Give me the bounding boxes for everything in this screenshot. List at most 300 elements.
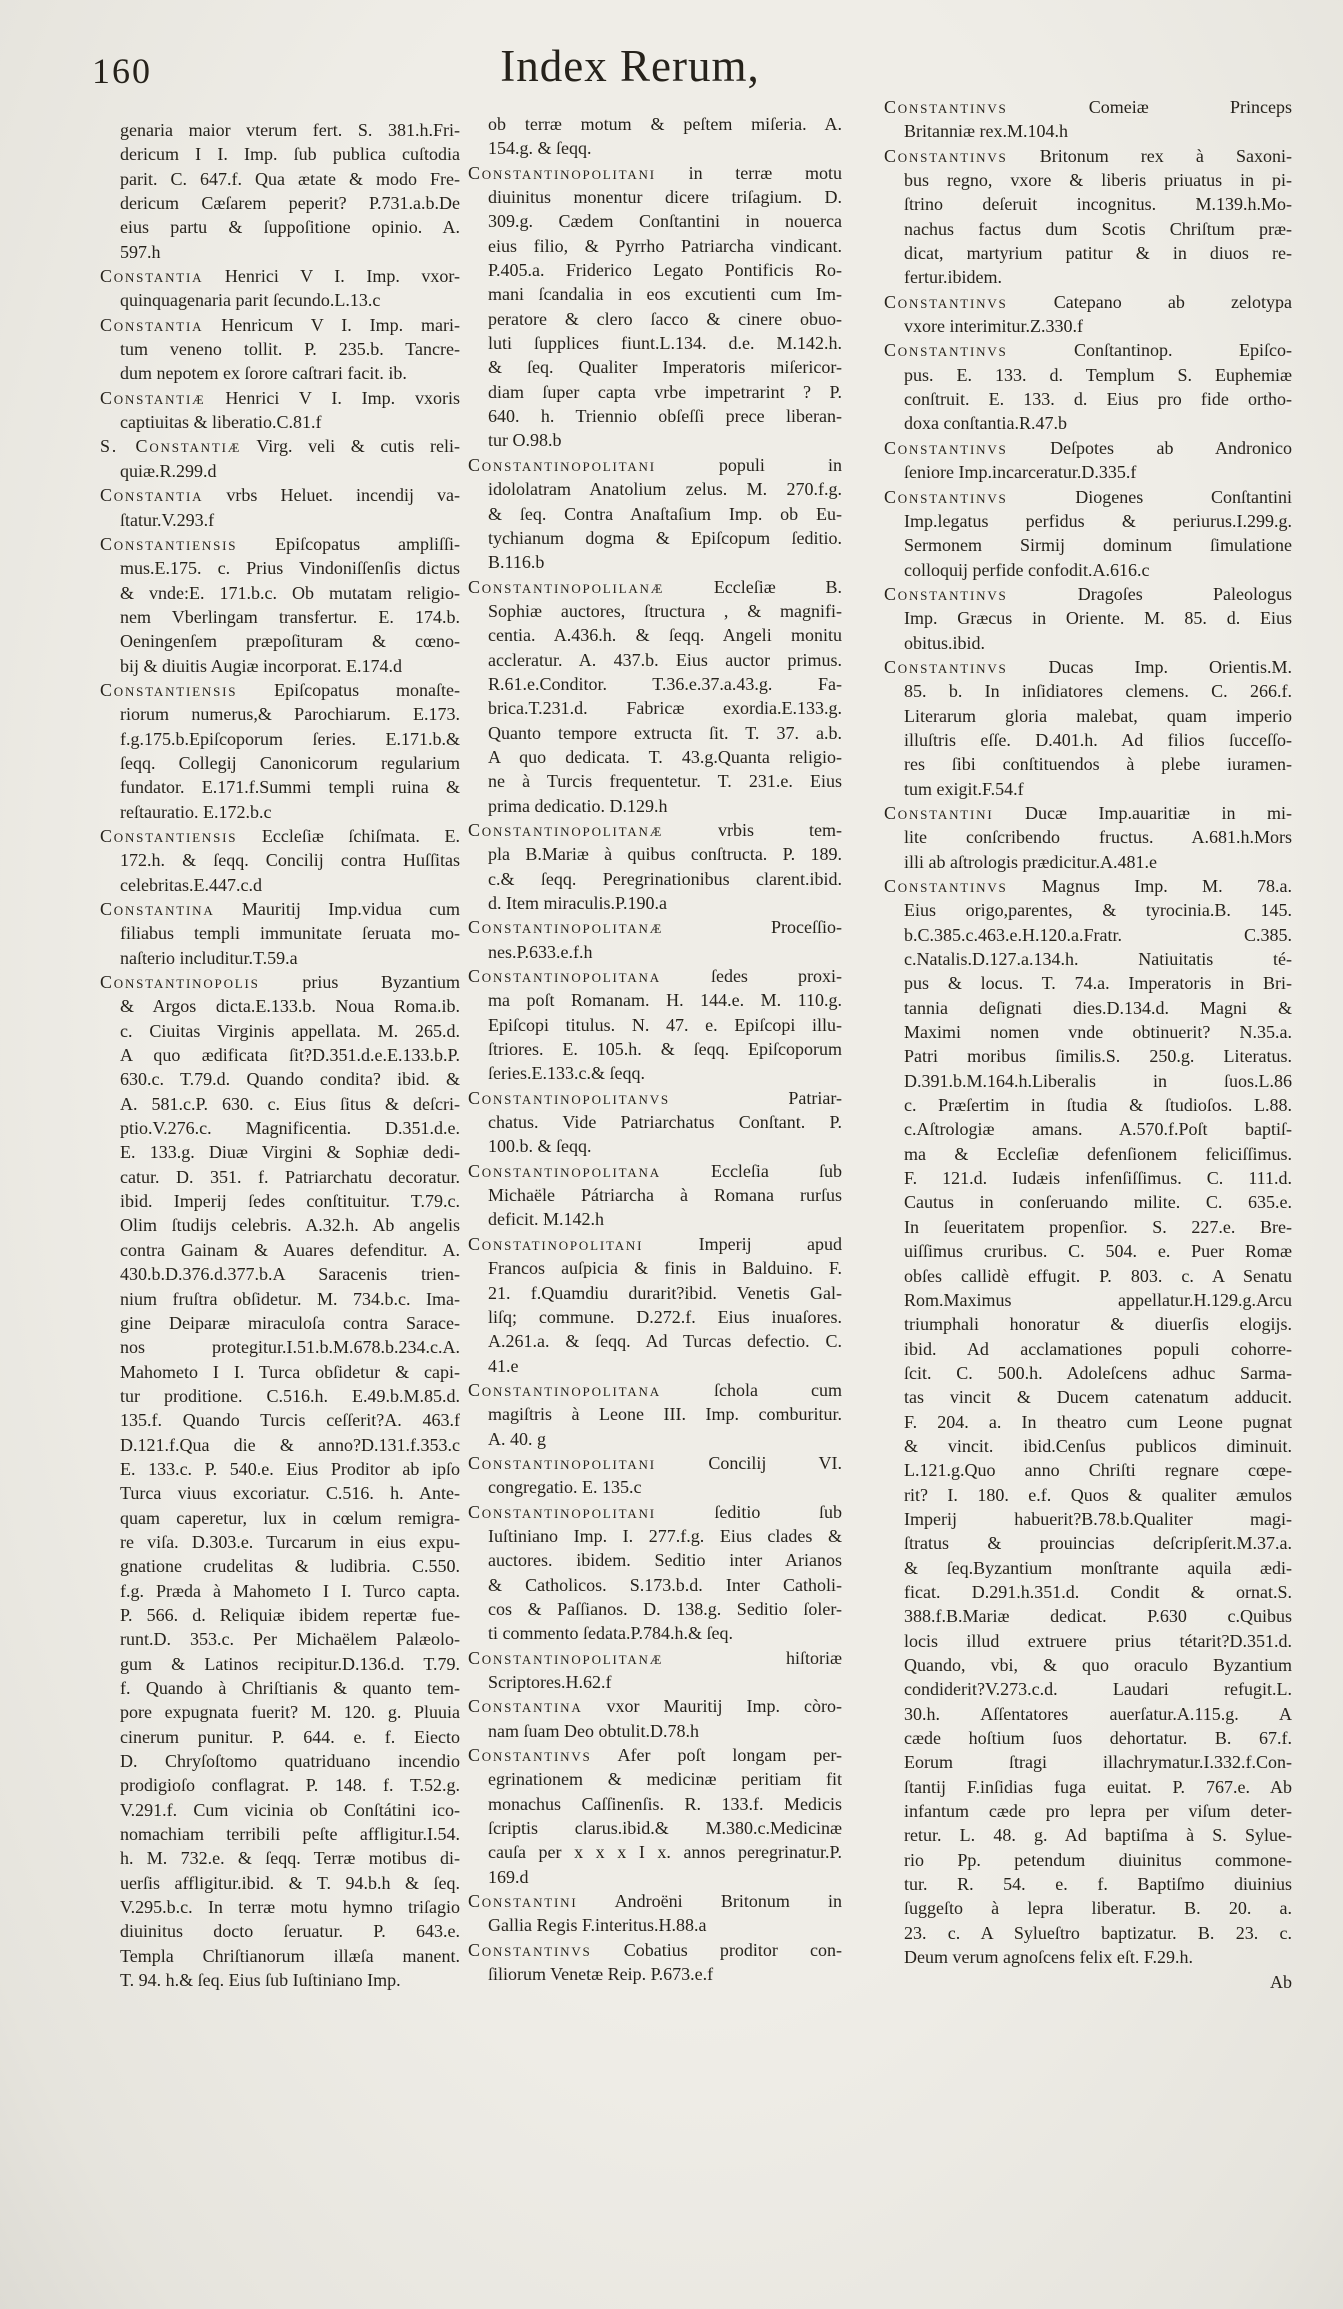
index-line: [884, 996, 1292, 1020]
index-line: [468, 988, 842, 1012]
index-line-text: [904, 1192, 1292, 1212]
index-line-text: [488, 1867, 529, 1887]
index-line-text: [488, 479, 842, 499]
index-line-text: [468, 1161, 842, 1181]
entry-headword: Constantini: [468, 1891, 578, 1912]
index-line: [100, 1530, 460, 1554]
entry-text: Gallia Regis F.interitus.H.88.a: [488, 1915, 707, 1936]
index-line-text: [488, 844, 842, 864]
index-line-text: [468, 455, 842, 475]
index-line-text: [488, 1794, 842, 1814]
index-line: [100, 775, 460, 799]
index-line: [468, 1646, 842, 1670]
index-line-text: [904, 1606, 1292, 1626]
entry-text: 597.h: [120, 241, 161, 262]
index-line: [100, 118, 460, 142]
entry-text: prima dedicatio. D.129.h: [488, 795, 668, 816]
index-line: [100, 1189, 460, 1213]
entry-text: idololatram Anatolium zelus. M. 270.f.g.: [488, 479, 842, 500]
index-line: [468, 112, 842, 136]
index-line-text: [468, 1745, 842, 1765]
index-line-text: [904, 560, 1149, 580]
index-line-text: [120, 1142, 460, 1162]
entry-text: D. Chryſoſtomo quatriduano incendio: [120, 1751, 460, 1772]
index-line-text: [904, 681, 1292, 701]
index-line-text: [488, 406, 842, 426]
entry-text: Michaële Pátriarcha à Romana rurſus: [488, 1185, 842, 1206]
entry-text: c.& ſeqq. Peregrinationibus clarent.ibid.: [488, 868, 842, 889]
index-line: [468, 234, 842, 258]
entry-text: ibid. Imperij ſedes conſtituitur. T.79.c.: [120, 1191, 460, 1212]
index-line-text: [488, 1964, 713, 1984]
entry-text: res ſibi conſtituendos à plebe iuramen-: [904, 754, 1292, 775]
index-line: [884, 1166, 1292, 1190]
index-line-text: [120, 1629, 460, 1649]
index-line-text: [120, 290, 380, 310]
entry-text: rit? I. 180. e.f. Quos & qualiter æmulos: [904, 1484, 1292, 1505]
index-line: [100, 361, 460, 385]
index-line: [468, 794, 842, 818]
index-line-text: [120, 1654, 460, 1674]
entry-text: condiderit?V.273.c.d. Laudari refugit.L.: [904, 1679, 1292, 1700]
index-line: [884, 338, 1292, 362]
entry-headword: Constantinvs: [468, 1939, 592, 1960]
entry-text: Cobatius proditor con-: [591, 1939, 842, 1960]
index-line: [884, 1239, 1292, 1263]
entry-text: nos protegitur.I.51.b.M.678.b.234.c.A.: [120, 1337, 460, 1358]
index-line: [468, 842, 842, 866]
index-line: [884, 314, 1292, 338]
entry-text: ſtriores. E. 105.h. & ſeqq. Epiſcoporum: [488, 1039, 842, 1060]
index-line: [884, 1945, 1292, 1969]
index-line: [468, 1840, 842, 1864]
entry-text: triumphali honoratur & diuerſis elogijs.: [904, 1314, 1292, 1335]
index-line: [468, 453, 842, 477]
index-line-text: [120, 1045, 460, 1065]
index-column-3: [884, 95, 1292, 1969]
index-line-text: [120, 1118, 460, 1138]
index-line: [884, 1921, 1292, 1945]
index-line: [100, 508, 460, 532]
index-line-text: [120, 1897, 460, 1917]
index-line: [468, 1110, 842, 1134]
index-line: [468, 1670, 842, 1694]
index-line-text: [100, 899, 460, 919]
index-line: [884, 1531, 1292, 1555]
index-line-text: [904, 1339, 1292, 1359]
index-line-text: [904, 900, 1292, 920]
index-line-text: [120, 729, 460, 749]
index-line-text: [120, 1313, 460, 1333]
index-line-text: [904, 1923, 1292, 1943]
index-line-text: [120, 753, 460, 773]
entry-text: liſq; commune. D.272.f. Eius inuaſores.: [488, 1306, 842, 1327]
entry-text: locis illud extruere prius tétarit?D.351.d.: [904, 1630, 1292, 1651]
entry-text: parit. C. 647.f. Qua ætate & modo Fre-: [120, 168, 460, 189]
index-line-text: [884, 584, 1292, 604]
index-line: [468, 1938, 842, 1962]
entry-text: tur proditione. C.516.h. E.49.b.M.85.d.: [120, 1385, 460, 1406]
index-line: [884, 241, 1292, 265]
index-line-text: [884, 97, 1292, 117]
index-line: [100, 702, 460, 726]
index-line: [100, 1725, 460, 1749]
entry-headword: Constantia: [100, 485, 204, 506]
entry-text: pus. E. 133. d. Templum S. Euphemiæ: [904, 364, 1292, 385]
index-line: [884, 144, 1292, 168]
index-line: [884, 265, 1292, 289]
index-line: [884, 1896, 1292, 1920]
index-line-text: [120, 193, 460, 213]
entry-text: Eccleſiæ B.: [664, 576, 842, 597]
index-line: [468, 136, 842, 160]
index-line-text: [468, 1088, 842, 1108]
index-line: [468, 867, 842, 891]
entry-text: quam caperetur, lux in cœlum remigra-: [120, 1507, 460, 1528]
index-line-text: [488, 1209, 604, 1229]
entry-text: lite conſcribendo fructus. A.681.h.Mors: [904, 827, 1292, 848]
entry-text: captiuitas & liberatio.C.81.f: [120, 412, 322, 433]
index-line: [100, 1140, 460, 1164]
index-line-text: [120, 217, 460, 237]
index-line: [884, 1410, 1292, 1434]
index-line: [100, 1238, 460, 1262]
index-line-text: [100, 388, 460, 408]
index-line: [468, 648, 842, 672]
entry-text: 169.d: [488, 1866, 529, 1887]
entry-headword: Constantina: [468, 1696, 583, 1717]
entry-text: nachus factus dum Scotis Chriſtum præ-: [904, 218, 1292, 239]
entry-text: 309.g. Cædem Conſtantini in nouerca: [488, 211, 842, 232]
index-line-text: [120, 1069, 460, 1089]
index-line-text: [904, 1874, 1292, 1894]
index-line-text: [120, 1800, 460, 1820]
entry-text: 100.b. & ſeqq.: [488, 1136, 592, 1157]
entry-text: B.116.b: [488, 552, 545, 573]
index-line-text: [488, 1623, 733, 1643]
entry-text: 30.h. Aſſentatores auerſatur.A.115.g. A: [904, 1703, 1292, 1724]
entry-headword: Constantia: [100, 314, 204, 335]
entry-text: Henrici V I. Imp. vxor-: [203, 266, 460, 287]
index-line: [468, 1329, 842, 1353]
index-line-text: [488, 1915, 707, 1935]
index-line: [468, 380, 842, 404]
index-line: [100, 1773, 460, 1797]
index-line-text: [904, 608, 1292, 628]
index-line: [468, 1086, 842, 1110]
entry-text: contra Gainam & Auares defenditur. A.: [120, 1239, 460, 1260]
index-line-text: [884, 657, 1292, 677]
index-line-text: [904, 1436, 1292, 1456]
index-line-text: [120, 144, 460, 164]
entry-text: pore expugnata fuerit? M. 120. g. Pluuia: [120, 1702, 460, 1723]
entry-headword: Constantinvs: [468, 1745, 592, 1766]
entry-headword: Constantinvs: [884, 583, 1008, 604]
entry-headword: Constantinopolitani: [468, 1501, 656, 1522]
index-line-text: [120, 1191, 460, 1211]
entry-text: uiſſimus cruribus. C. 504. e. Puer Romæ: [904, 1241, 1292, 1262]
entry-text: Deum verum agnoſcens felix eſt. F.29.h.: [904, 1947, 1193, 1968]
index-line-text: [488, 1283, 842, 1303]
index-line: [884, 1190, 1292, 1214]
entry-text: gine Deiparæ miraculoſa contra Sarace-: [120, 1312, 460, 1333]
index-line-text: [120, 1021, 460, 1041]
index-line: [468, 282, 842, 306]
index-line-text: [120, 656, 402, 676]
index-line: [468, 891, 842, 915]
index-line: [100, 1433, 460, 1457]
index-line-text: [904, 535, 1292, 555]
index-line-text: [488, 1477, 641, 1497]
index-line-text: [904, 1290, 1292, 1310]
entry-text: ſchola cum: [660, 1379, 842, 1400]
index-line-text: [904, 1387, 1292, 1407]
index-line-text: [100, 315, 460, 335]
index-line-text: [468, 820, 842, 840]
index-line-text: [904, 1582, 1292, 1602]
entry-text: Epiſcopatus monaſte-: [237, 679, 460, 700]
index-line-text: [488, 138, 592, 158]
entry-text: c.Natalis.D.127.a.134.h. Natiuitatis té-: [904, 949, 1292, 970]
entry-text: tur O.98.b: [488, 430, 562, 451]
index-line: [100, 848, 460, 872]
entry-headword: Constantinvs: [884, 145, 1008, 166]
entry-text: cauſa per x x x I x. annos peregrinatur.P.: [488, 1842, 842, 1863]
entry-text: in terræ motu: [655, 162, 842, 183]
entry-text: 430.b.D.376.d.377.b.A Saracenis trien-: [120, 1264, 460, 1285]
entry-text: F. 121.d. Iudæis infenſiſſimus. C. 111.d.: [904, 1168, 1292, 1189]
index-line-text: [488, 601, 842, 621]
index-line: [884, 1556, 1292, 1580]
entry-text: D.121.f.Qua die & anno?D.131.f.353.c: [120, 1434, 460, 1455]
index-line: [468, 1037, 842, 1061]
entry-headword: Constantinvs: [884, 97, 1008, 117]
entry-text: Diogenes Conſtantini: [1007, 486, 1292, 507]
index-line: [100, 142, 460, 166]
entry-text: & ſeq.Byzantium monſtrante aquila ædi-: [904, 1557, 1292, 1578]
index-line: [884, 1483, 1292, 1507]
entry-text: ſcriptis clarus.ibid.& M.380.c.Medicinæ: [488, 1818, 842, 1839]
index-line-text: [468, 1940, 842, 1960]
entry-text: vxore interimitur.Z.330.f: [904, 316, 1083, 337]
entry-text: Deſpotes ab Andronico: [1007, 437, 1292, 458]
index-line: [468, 1597, 842, 1621]
entry-headword: Constantia: [100, 266, 204, 287]
index-line: [100, 1700, 460, 1724]
entry-text: f.g. Præda à Mahometo I I. Turco capta.: [120, 1580, 460, 1601]
entry-text: catur. D. 351. f. Patriarchatu decoratur.: [120, 1166, 460, 1187]
index-line: [468, 745, 842, 769]
entry-text: ſuggeſto à lepra liberatur. B. 20. a.: [904, 1898, 1292, 1919]
entry-text: c. Præſertim in ſtudia & ſtudioſos. L.88.: [904, 1095, 1292, 1116]
index-line: [884, 533, 1292, 557]
entry-text: cinerum punitur. P. 644. e. f. Eiecto: [120, 1726, 460, 1747]
index-line: [884, 1117, 1292, 1141]
index-line: [100, 1262, 460, 1286]
index-line: [100, 1213, 460, 1237]
index-line-text: [904, 1071, 1292, 1091]
index-line: [468, 575, 842, 599]
entry-text: mani ſcandalia in eos excutienti cum Im-: [488, 284, 842, 305]
entry-headword: Constantinvs: [884, 876, 1008, 896]
entry-text: Mahometo I I. Turca obſidetur & capi-: [120, 1361, 460, 1382]
index-line-text: [904, 852, 1157, 872]
index-line: [884, 558, 1292, 582]
entry-text: 172.h. & ſeqq. Concilij contra Huſſitas: [120, 850, 460, 871]
entry-text: luti ſupplices fiunt.L.134. d.e. M.142.h.: [488, 333, 842, 354]
entry-text: bij & diuitis Augiæ incorporat. E.174.d: [120, 655, 402, 676]
index-line: [468, 1524, 842, 1548]
index-line: [100, 1360, 460, 1384]
index-line: [884, 777, 1292, 801]
index-line: [468, 1500, 842, 1524]
index-line: [100, 483, 460, 507]
entry-text: Concilij VI.: [655, 1452, 842, 1473]
entry-text: ibid. Ad acclamationes populi cohorre-: [904, 1338, 1292, 1359]
index-line-text: [120, 1581, 460, 1601]
entry-text: Scriptores.H.62.f: [488, 1672, 612, 1692]
entry-text: prius Byzantium: [259, 972, 460, 993]
entry-headword: Constantinopolitanæ: [468, 917, 664, 938]
index-line-text: [120, 923, 460, 943]
index-line: [100, 873, 460, 897]
entry-text: b.C.385.c.463.e.H.120.a.Fratr. C.385.: [904, 924, 1292, 945]
index-line: [100, 629, 460, 653]
entry-headword: Constantinopolitanæ: [468, 1647, 664, 1668]
index-line-text: [488, 1842, 842, 1862]
index-line: [100, 1895, 460, 1919]
entry-text: nium fruſtra obſidetur. M. 734.b.c. Ima-: [120, 1288, 460, 1309]
entry-text: deficit. M.142.h: [488, 1209, 604, 1230]
running-header: Index Rerum,: [500, 41, 760, 91]
index-line: [468, 502, 842, 526]
index-line-text: [120, 1337, 460, 1357]
index-line-text: [488, 1404, 842, 1424]
entry-text: & vnde:E. 171.b.c. Ob mutatam religio-: [120, 582, 460, 603]
index-line: [468, 331, 842, 355]
entry-text: Catepano ab zelotypa: [1007, 291, 1292, 312]
index-line-text: [488, 382, 842, 402]
index-line-text: [904, 1266, 1292, 1286]
entry-text: R.61.e.Conditor. T.36.e.37.a.43.g. Fa-: [488, 673, 842, 694]
entry-headword: Constatinopolitani: [468, 1233, 644, 1254]
entry-headword: S. Constantiæ: [100, 436, 242, 457]
entry-text: conſtruit. E. 133. d. Eius pro fide ortho-: [904, 389, 1292, 410]
index-line-text: [904, 389, 1292, 409]
index-line-text: [904, 1217, 1292, 1237]
entry-text: Eorum ſtragi illachrymatur.I.332.f.Con-: [904, 1752, 1292, 1773]
index-line: [468, 209, 842, 233]
entry-text: dum nepotem ex ſorore caſtrari facit. ib.: [120, 363, 407, 384]
entry-text: ſtrino deſeruit incognitus. M.139.h.Mo-: [904, 194, 1292, 215]
entry-text: f. Quando à Chriſtianis & quanto tem-: [120, 1678, 460, 1698]
entry-headword: Constantinopolitana: [468, 1160, 661, 1181]
index-line: [100, 1165, 460, 1189]
index-line-text: [488, 1672, 611, 1692]
entry-headword: Constantinopolitani: [468, 162, 656, 183]
index-line-text: [488, 1356, 519, 1376]
index-line-text: [120, 363, 407, 383]
index-line: [468, 477, 842, 501]
index-line: [468, 1183, 842, 1207]
index-line: [884, 290, 1292, 314]
entry-text: eius filio, & Pyrrho Patriarcha vindicant.: [488, 235, 842, 256]
index-line-text: [488, 1575, 842, 1595]
entry-text: magiſtris à Leone III. Imp. comburitur.: [488, 1404, 842, 1425]
entry-text: ſeries.E.133.c.& ſeqq.: [488, 1063, 645, 1084]
entry-text: & Argos dicta.E.133.b. Noua Roma.ib.: [120, 996, 460, 1017]
index-line: [100, 1311, 460, 1335]
index-line-text: [468, 1891, 842, 1911]
index-line: [468, 1013, 842, 1037]
entry-text: E. 133.c. P. 540.e. Eius Proditor ab ipſo: [120, 1458, 460, 1479]
entry-text: ficat. D.291.h.351.d. Condit & ornat.S.: [904, 1581, 1292, 1602]
index-line: [100, 556, 460, 580]
index-line-text: [488, 1769, 842, 1789]
index-line: [468, 1573, 842, 1597]
index-line: [100, 191, 460, 215]
entry-text: 630.c. T.79.d. Quando condita? ibid. &: [120, 1069, 460, 1090]
entry-text: mus.E.175. c. Prius Vindoniſſenſis dictus: [120, 558, 460, 579]
index-line: [884, 1142, 1292, 1166]
index-line: [100, 1116, 460, 1140]
index-line: [468, 404, 842, 428]
index-line: [468, 1061, 842, 1085]
entry-text: ſcit. C. 500.h. Adoleſcens adhuc Sarma-: [904, 1362, 1292, 1383]
entry-text: obitus.ibid.: [904, 632, 986, 653]
entry-text: Afer poſt longam per-: [591, 1745, 842, 1766]
entry-text: Imperij apud: [643, 1233, 842, 1254]
entry-text: Literarum gloria malebat, quam imperio: [904, 705, 1292, 726]
entry-text: Proceſſio-: [663, 917, 842, 938]
index-line: [100, 215, 460, 239]
entry-text: ſeniore Imp.incarceratur.D.335.f: [904, 462, 1137, 483]
index-line-text: [488, 1185, 842, 1205]
entry-text: Patri moribus ſimilis.S. 250.g. Literatus.: [904, 1046, 1292, 1067]
index-line-text: [904, 1046, 1292, 1066]
entry-text: 85. b. In inſidiatores clemens. C. 266.f.: [904, 681, 1292, 702]
entry-headword: Constantinopolis: [100, 972, 260, 993]
index-line-text: [904, 365, 1292, 385]
entry-text: doxa conſtantia.R.47.b: [904, 413, 1067, 434]
entry-text: celebritas.E.447.c.d: [120, 874, 262, 895]
index-line-text: [120, 120, 460, 140]
index-line-text: [100, 534, 460, 554]
index-line-text: [120, 1362, 460, 1382]
index-line: [100, 1603, 460, 1627]
index-line-text: [120, 1264, 460, 1284]
entry-text: prodigioſo conflagrat. P. 148. f. T.52.g.: [120, 1775, 460, 1796]
index-line-text: [904, 949, 1292, 969]
index-line: [100, 434, 460, 458]
index-line: [468, 1134, 842, 1158]
entry-text: Androëni Britonum in: [577, 1891, 842, 1912]
entry-headword: Constantinvs: [884, 340, 1008, 361]
index-line-text: [904, 243, 1292, 263]
index-line: [100, 1919, 460, 1943]
index-line-text: [120, 1873, 460, 1893]
index-line: [100, 1676, 460, 1700]
entry-text: Eccleſia ſub: [660, 1160, 842, 1181]
entry-text: auctores. ibidem. Seditio inter Arianos: [488, 1550, 842, 1571]
entry-text: Maximi nomen vnde obtinuerit? N.35.a.: [904, 1022, 1292, 1043]
index-line-text: [904, 170, 1292, 190]
index-line: [884, 119, 1292, 143]
index-line: [884, 1337, 1292, 1361]
index-line-text: [488, 552, 544, 572]
index-line: [100, 1384, 460, 1408]
entry-text: runt.D. 353.c. Per Michaëlem Palæolo-: [120, 1629, 460, 1650]
